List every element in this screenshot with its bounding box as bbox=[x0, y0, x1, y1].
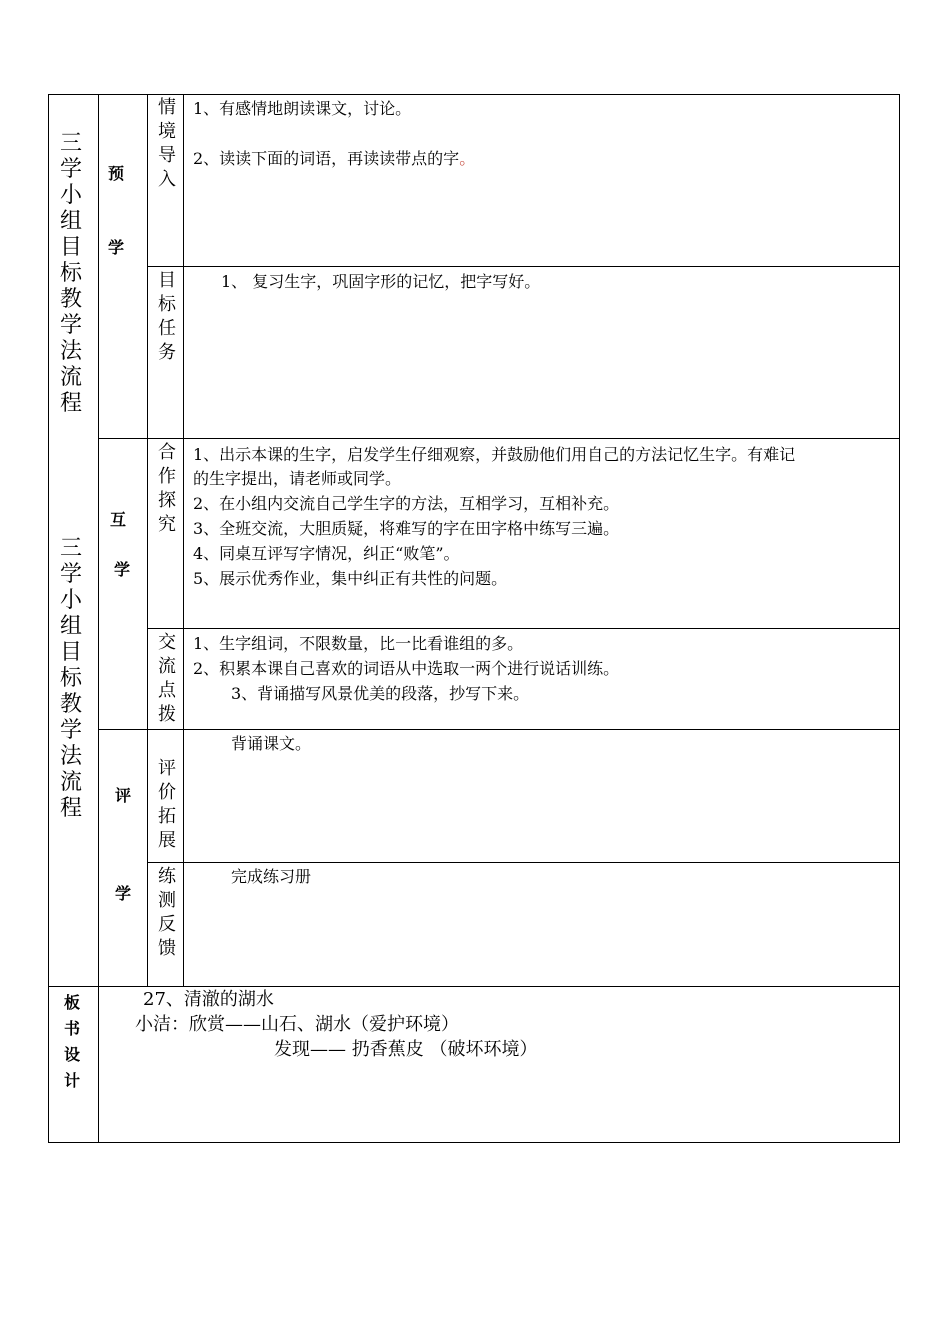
flow-title-text: 三学小组目标教学法流程 bbox=[59, 131, 82, 416]
board-line-3: 发现—— 扔香蕉皮 （破坏环境） bbox=[274, 1039, 538, 1060]
jiaoliu-line-2: 2、积累本课自己喜欢的词语从中选取一两个进行说话训练。 bbox=[193, 659, 620, 678]
stage-hu-2: 学 bbox=[114, 560, 131, 579]
step-label-pingjia: 评价拓展 bbox=[158, 758, 176, 851]
mubiao-line-1: 1、 复习生字，巩固字形的记忆，把字写好。 bbox=[221, 272, 541, 291]
stage-ping-2: 学 bbox=[115, 884, 132, 903]
jiaoliu-line-1: 1、生字组词，不限数量，比一比看谁组的多。 bbox=[193, 634, 524, 653]
hezuo-line-5: 4、同桌互评写字情况，纠正“败笔”。 bbox=[193, 544, 460, 563]
pingjia-line-1: 背诵课文。 bbox=[231, 734, 312, 753]
flow-title-vertical-repeat bbox=[58, 536, 88, 822]
row-divider-stage-2 bbox=[98, 729, 900, 730]
board-label: 板书设计 bbox=[64, 993, 81, 1090]
stage-hu-1: 互 bbox=[110, 510, 127, 529]
step-label-qingjing: 情境导入 bbox=[158, 97, 176, 190]
hezuo-line-6: 5、展示优秀作业，集中纠正有共性的问题。 bbox=[193, 569, 508, 588]
lianche-line-1: 完成练习册 bbox=[231, 867, 312, 886]
qingjing-line-2 bbox=[193, 149, 475, 169]
hezuo-line-3: 2、在小组内交流自己学生字的方法，互相学习，互相补充。 bbox=[193, 494, 620, 513]
stage-yu-1: 预 bbox=[108, 164, 125, 183]
col-divider-2 bbox=[147, 94, 148, 986]
row-divider-step-1 bbox=[147, 266, 900, 267]
qingjing-line-2-text: 2、读读下面的词语，再读读带点的字 bbox=[193, 149, 460, 168]
step-label-mubiao: 目标任务 bbox=[158, 270, 176, 363]
flow-title-vertical bbox=[58, 131, 88, 417]
table-border-bottom bbox=[48, 1142, 900, 1143]
board-line-1: 27、清澈的湖水 bbox=[143, 989, 274, 1010]
qingjing-line-2-period: 。 bbox=[459, 149, 476, 168]
row-divider-board bbox=[48, 986, 900, 987]
step-label-lianche: 练测反馈 bbox=[158, 866, 176, 959]
row-divider-stage-1 bbox=[98, 438, 900, 439]
step-label-hezuo: 合作探究 bbox=[158, 442, 176, 535]
jiaoliu-line-3: 3、背诵描写风景优美的段落，抄写下来。 bbox=[231, 684, 530, 703]
qingjing-line-1: 1、有感情地朗读课文，讨论。 bbox=[193, 99, 412, 118]
row-divider-step-2 bbox=[147, 628, 900, 629]
col-divider-3 bbox=[183, 94, 184, 986]
hezuo-line-2: 的生字提出，请老师或同学。 bbox=[193, 469, 402, 488]
row-divider-step-3 bbox=[147, 862, 900, 863]
table-border-top bbox=[48, 94, 900, 95]
flow-title-repeat-text: 三学小组目标教学法流程 bbox=[59, 536, 82, 821]
stage-yu-2: 学 bbox=[108, 238, 125, 257]
step-label-jiaoliu: 交流点拨 bbox=[158, 632, 176, 725]
hezuo-line-1: 1、出示本课的生字，启发学生仔细观察，并鼓励他们用自己的方法记忆生字。有难记 bbox=[193, 445, 796, 464]
board-line-2: 小洁：欣赏——山石、湖水（爱护环境） bbox=[135, 1014, 459, 1035]
stage-ping-1: 评 bbox=[115, 786, 132, 805]
hezuo-line-4: 3、全班交流，大胆质疑，将难写的字在田字格中练写三遍。 bbox=[193, 519, 620, 538]
